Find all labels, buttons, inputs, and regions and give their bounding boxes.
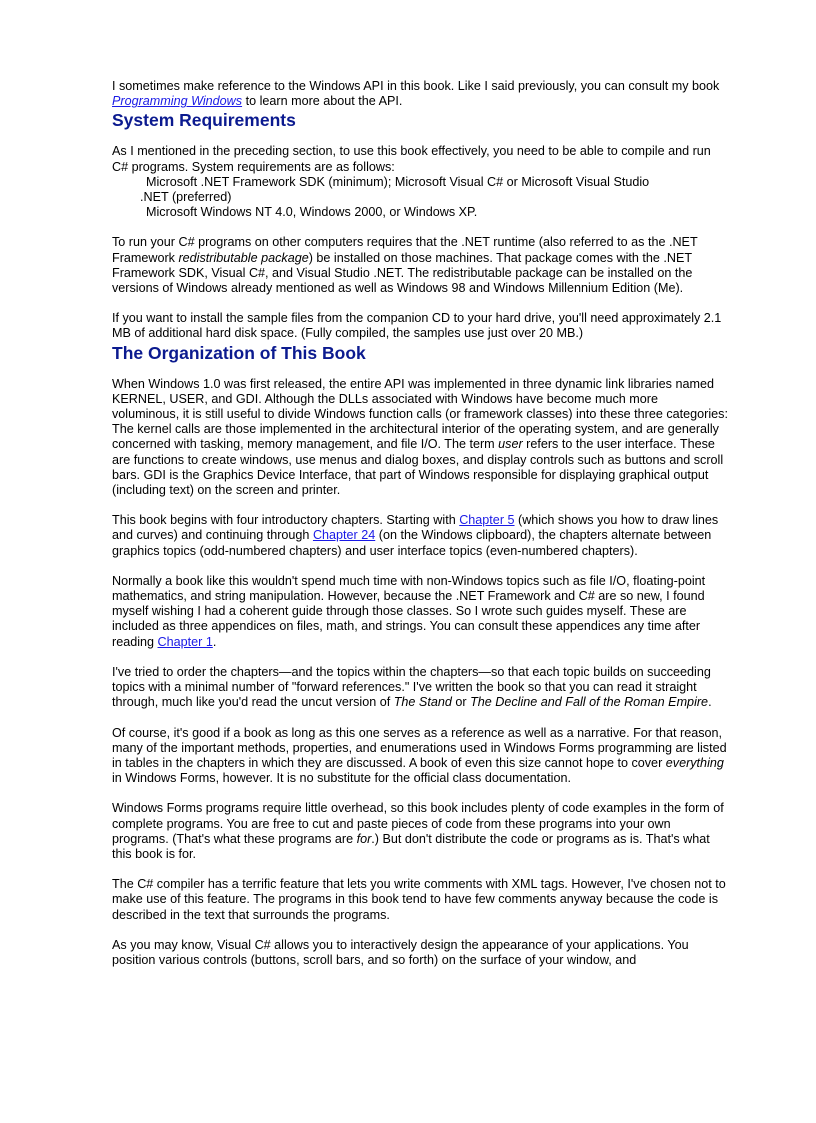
chapter-5-link[interactable]: Chapter 5 bbox=[459, 513, 515, 528]
sysreq-lead-paragraph: As I mentioned in the preceding section, to use this book effectively, you need to be able to compile and run C# programs. System requirements are as follows: bbox=[112, 144, 711, 174]
chapter-24-link[interactable]: Chapter 24 bbox=[312, 528, 376, 543]
org-paragraph-4: I've tried to order the chapters—and the topics within the chapters—so that each topic builds on succeeding topics with a minimal number of "forward references." I've written the book so that you can read it straight through, much like you'd read the uncut version of The Stand or The Decline and Fall of the Roman Empire. bbox=[112, 664, 712, 710]
system-requirements-heading: System Requirements bbox=[112, 110, 296, 131]
organization-heading: The Organization of This Book bbox=[112, 342, 366, 363]
org-paragraph-8: As you may know, Visual C# allows you to interactively design the appearance of your applications. You position various controls (buttons, scroll bars, and so forth) on the surface of your window, and bbox=[112, 937, 689, 967]
chapter-1-link[interactable]: Chapter 1 bbox=[157, 634, 213, 649]
runtime-paragraph: To run your C# programs on other computers requires that the .NET runtime (also referred to as the .NET Framework redistributable package) be installed on those machines. That package comes with the .NET Framework SDK, Visual C#, and Visual Studio .NET. The redistributable package can be installed on the versions of Windows already mentioned as well as Windows 98 and Windows Millennium Edition (Me). bbox=[112, 235, 698, 296]
org-paragraph-2: This book begins with four introductory chapters. Starting with Chapter 5 (which shows you how to draw lines and curves) and continuing through Chapter 24 (on the Windows clipboard), the chapters alternate between graphics topics (odd-numbered chapters) and user interface topics (even-numbered chapters). bbox=[112, 513, 719, 558]
disk-space-paragraph: If you want to install the sample files from the companion CD to your hard drive, you'll need approximately 2.1 MB of additional hard disk space. (Fully compiled, the samples use just over 20 MB.) bbox=[112, 311, 722, 341]
org-paragraph-1: When Windows 1.0 was first released, the entire API was implemented in three dynamic link libraries named KERNEL, USER, and GDI. Although the DLLs associated with Windows have become much more voluminous, it is still useful to divide Windows function calls (or framework classes) into these three categories: The kernel calls are those implemented in the architectural interior of the operating system, and are generally concerned with tasking, memory management, and file I/O. The term user refers to the user interface. These are functions to create windows, use menus and dialog boxes, and display controls such as buttons and scroll bars. GDI is the Graphics Device Interface, that part of Windows responsible for displaying graphical output (including text) on the screen and printer. bbox=[112, 376, 728, 498]
programming-windows-link[interactable]: Programming Windows bbox=[112, 94, 243, 109]
requirement-item: Microsoft .NET Framework SDK (minimum); Microsoft Visual C# or Microsoft Visual Studio .NET (preferred) bbox=[140, 174, 650, 205]
requirement-item: Microsoft Windows NT 4.0, Windows 2000, or Windows XP. bbox=[146, 205, 478, 220]
org-paragraph-7: The C# compiler has a terrific feature that lets you write comments with XML tags. However, I've chosen not to make use of this feature. The programs in this book tend to have few comments anyway because the code is described in the text that surrounds the programs. bbox=[112, 877, 726, 922]
intro-paragraph: I sometimes make reference to the Windows API in this book. Like I said previously, you can consult my book Programming Windows to learn more about the API. bbox=[112, 79, 720, 109]
requirements-list bbox=[112, 175, 728, 221]
org-paragraph-6: Windows Forms programs require little overhead, so this book includes plenty of code examples in the form of complete programs. You are free to cut and paste pieces of code from these programs into your own programs. (That's what these programs are for.) But don't distribute the code or programs as is. That's what this book is for. bbox=[112, 801, 724, 861]
document-page bbox=[112, 79, 728, 983]
org-paragraph-5: Of course, it's good if a book as long as this one serves as a reference as well as a narrative. For that reason, many of the important methods, properties, and enumerations used in Windows Forms programming are listed in tables in the chapters in which they are discussed. A book of even this size cannot hope to cover everything in Windows Forms, however. It is no substitute for the official class documentation. bbox=[112, 725, 727, 786]
org-paragraph-3: Normally a book like this wouldn't spend much time with non-Windows topics such as file I/O, floating-point mathematics, and string manipulation. However, because the .NET Framework and C# are so new, I found myself wishing I had a coherent guide through those classes. So I wrote such guides myself. These are included as three appendices on files, math, and strings. You can consult these appendices any time after reading Chapter 1. bbox=[112, 573, 706, 649]
